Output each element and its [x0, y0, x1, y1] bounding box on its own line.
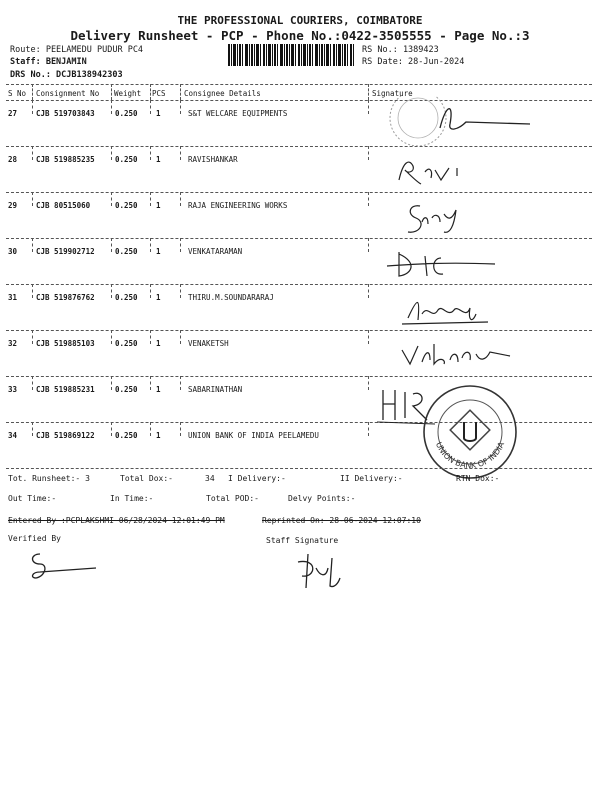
bank-stamp: [420, 382, 520, 482]
runsheet-subtitle: Delivery Runsheet - PCP - Phone No.:0422-3505555 - Page No.:3: [70, 28, 530, 43]
row-sno: 31: [8, 293, 18, 302]
row-consignment: CJB 519703843: [36, 109, 95, 118]
in-time: In Time:-: [110, 494, 154, 503]
row-weight: 0.250: [115, 247, 138, 256]
col-signature: Signature: [372, 89, 413, 98]
staff-signature-label: Staff Signature: [266, 536, 339, 545]
rs-date: RS Date: 28-Jun-2024: [362, 57, 465, 67]
row-pcs: 1: [156, 293, 161, 302]
row-consignment: CJB 519869122: [36, 431, 95, 440]
delvy-points: Delvy Points:-: [288, 494, 356, 503]
row-weight: 0.250: [115, 293, 138, 302]
row-sno: 32: [8, 339, 18, 348]
row-consignee: UNION BANK OF INDIA PEELAMEDU: [188, 431, 319, 440]
reprinted-on: Reprinted On: 28-06-2024 12:07:10: [262, 516, 421, 525]
barcode: [228, 44, 354, 66]
route-label: Route: PEELAMEDU PUDUR PC4: [10, 45, 144, 55]
signature-row-30: [385, 244, 505, 284]
row-consignment: CJB 519885103: [36, 339, 95, 348]
row-consignment: CJB 519902712: [36, 247, 95, 256]
company-title: THE PROFESSIONAL COURIERS, COIMBATORE: [177, 14, 423, 27]
row-consignment: CJB 519885235: [36, 155, 95, 164]
row-pcs: 1: [156, 431, 161, 440]
col-weight: Weight: [114, 89, 142, 98]
stamp-text: UNION BANK OF INDIA: [433, 440, 507, 471]
row-consignee: S&T WELCARE EQUIPMENTS: [188, 109, 288, 118]
row-consignment: CJB 80515060: [36, 201, 91, 210]
row-pcs: 1: [156, 109, 161, 118]
i-delivery: I Delivery:-: [228, 474, 286, 483]
entered-by: Entered By :PCPLAKSHMI 06/28/2024 12:01:49 PM: [8, 516, 225, 525]
verified-by-label: Verified By: [8, 534, 61, 543]
ii-delivery: II Delivery:-: [340, 474, 403, 483]
row-consignee: VENKATARAMAN: [188, 247, 243, 256]
signature-row-29: [400, 196, 480, 240]
row-consignment: CJB 519885231: [36, 385, 95, 394]
col-pcs: PCS: [152, 89, 166, 98]
col-sno: S No: [8, 89, 27, 98]
row-weight: 0.250: [115, 155, 138, 164]
rs-number: RS No.: 1389423: [362, 45, 439, 55]
row-pcs: 1: [156, 155, 161, 164]
row-sno: 34: [8, 431, 18, 440]
row-weight: 0.250: [115, 431, 138, 440]
signature-row-28: [395, 150, 505, 190]
row-sno: 33: [8, 385, 18, 394]
row-consignee: RAVISHANKAR: [188, 155, 238, 164]
row-pcs: 1: [156, 385, 161, 394]
row-sno: 29: [8, 201, 18, 210]
staff-signature: [288, 548, 348, 594]
row-pcs: 1: [156, 247, 161, 256]
row-weight: 0.250: [115, 109, 138, 118]
col-consignment: Consignment No: [36, 89, 100, 98]
total-dox-label: Total Dox:-: [120, 474, 173, 483]
row-weight: 0.250: [115, 385, 138, 394]
row-consignee: RAJA ENGINEERING WORKS: [188, 201, 288, 210]
row-consignee: SABARINATHAN: [188, 385, 243, 394]
row-sno: 28: [8, 155, 18, 164]
signature-row-31: [398, 290, 508, 330]
row-weight: 0.250: [115, 201, 138, 210]
row-sno: 27: [8, 109, 18, 118]
signature-row-27: [380, 96, 570, 146]
signature-row-32: [400, 336, 520, 376]
rtn-dox: RTN Dox:-: [456, 474, 500, 483]
total-pod: Total POD:-: [206, 494, 259, 503]
col-consignee: Consignee Details: [184, 89, 261, 98]
row-pcs: 1: [156, 339, 161, 348]
svg-text:UNION BANK OF INDIA: [434, 440, 506, 470]
row-sno: 30: [8, 247, 18, 256]
row-consignment: CJB 519876762: [36, 293, 95, 302]
out-time: Out Time:-: [8, 494, 57, 503]
row-consignee: THIRU.M.SOUNDARARAJ: [188, 293, 274, 302]
drs-number: DRS No.: DCJB138942303: [10, 70, 123, 80]
staff-label: Staff: BENJAMIN: [10, 57, 87, 67]
row-consignee: VENAKETSH: [188, 339, 229, 348]
row-pcs: 1: [156, 201, 161, 210]
total-dox-value: 34: [205, 474, 215, 483]
verified-by-signature: [16, 548, 106, 588]
row-weight: 0.250: [115, 339, 138, 348]
total-runsheet: Tot. Runsheet:- 3: [8, 474, 90, 483]
